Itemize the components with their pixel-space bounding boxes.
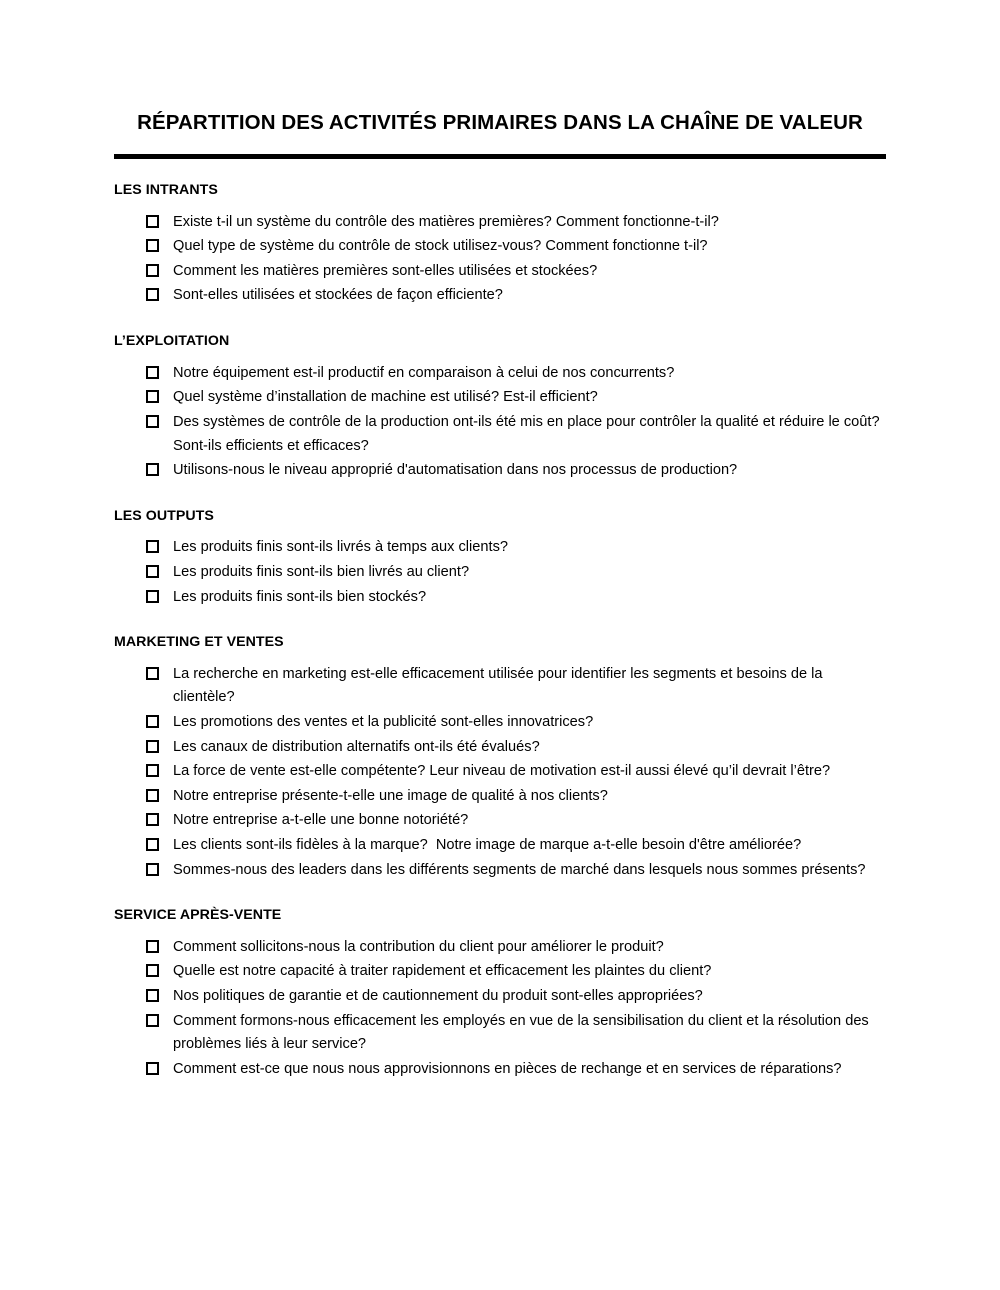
checkbox-icon[interactable]	[146, 740, 159, 753]
checklist-item[interactable]	[114, 859, 886, 883]
checklist-items	[114, 936, 886, 1082]
checklist-item[interactable]	[114, 386, 886, 410]
checklist-items	[114, 211, 886, 309]
checklist-item-label: Nos politiques de garantie et de cautionnement du produit sont-elles appropriées?	[173, 988, 703, 1005]
checklist-item-label: Quel type de système du contrôle de stock utilisez-vous? Comment fonctionne t-il?	[173, 238, 708, 255]
title-block	[114, 0, 886, 159]
checkbox-icon[interactable]	[146, 415, 159, 428]
checkbox-icon[interactable]	[146, 215, 159, 228]
section-heading: SERVICE APRÈS-VENTE	[114, 907, 282, 924]
checklist-item-label: Quel système d’installation de machine est utilisé? Est-il efficient?	[173, 389, 598, 406]
checklist-section	[114, 633, 886, 882]
checklist-items	[114, 663, 886, 883]
checklist-item-label: Utilisons-nous le niveau approprié d'automatisation dans nos processus de production?	[173, 462, 738, 479]
checklist-item-label: Des systèmes de contrôle de la production ont-ils été mis en place pour contrôler la qualité et réduire le coût? Sont-ils efficients et efficaces?	[173, 413, 884, 454]
title-divider	[114, 154, 886, 159]
checklist-item[interactable]	[114, 235, 886, 259]
checklist-item[interactable]	[114, 785, 886, 809]
checkbox-icon[interactable]	[146, 838, 159, 851]
checklist-item-label: Les clients sont-ils fidèles à la marque? Notre image de marque a-t-elle besoin d'être améliorée?	[173, 837, 802, 854]
checkbox-icon[interactable]	[146, 764, 159, 777]
checklist-item-label: Les produits finis sont-ils bien livrés au client?	[173, 563, 470, 580]
checklist-item-label: Comment les matières premières sont-elles utilisées et stockées?	[173, 262, 598, 279]
checklist-item[interactable]	[114, 834, 886, 858]
checklist-section	[114, 906, 886, 1081]
checkbox-icon[interactable]	[146, 813, 159, 826]
checklist-item[interactable]	[114, 711, 886, 735]
checklist-item-label: Notre entreprise présente-t-elle une image de qualité à nos clients?	[173, 787, 608, 804]
checkbox-icon[interactable]	[146, 590, 159, 603]
checkbox-icon[interactable]	[146, 715, 159, 728]
checklist-item-label: Les canaux de distribution alternatifs ont-ils été évalués?	[173, 738, 540, 755]
checkbox-icon[interactable]	[146, 239, 159, 252]
checkbox-icon[interactable]	[146, 964, 159, 977]
checklist-item-label: Notre entreprise a-t-elle une bonne notoriété?	[173, 812, 469, 829]
section-heading: LES INTRANTS	[114, 182, 218, 199]
checklist-item[interactable]	[114, 284, 886, 308]
section-heading: MARKETING ET VENTES	[114, 634, 284, 651]
checklist-item[interactable]	[114, 1058, 886, 1082]
checklist-item[interactable]	[114, 561, 886, 585]
checkbox-icon[interactable]	[146, 1014, 159, 1027]
checklist-item-label: Les produits finis sont-ils livrés à temps aux clients?	[173, 539, 508, 556]
checklist-item[interactable]	[114, 260, 886, 284]
page-title: RÉPARTITION DES ACTIVITÉS PRIMAIRES DANS LA CHAÎNE DE VALEUR	[137, 111, 863, 134]
checklist-item[interactable]	[114, 211, 886, 235]
checklist-items	[114, 362, 886, 483]
checklist-item[interactable]	[114, 736, 886, 760]
document-body	[114, 0, 886, 1083]
checkbox-icon[interactable]	[146, 565, 159, 578]
checkbox-icon[interactable]	[146, 1062, 159, 1075]
checklist-item-label: Comment formons-nous efficacement les employés en vue de la sensibilisation du client et la résolution des problèmes liés à leur service?	[173, 1012, 873, 1053]
checklist-item-label: Comment sollicitons-nous la contribution du client pour améliorer le produit?	[173, 938, 664, 955]
checklist-items	[114, 536, 886, 609]
checklist-item[interactable]	[114, 760, 886, 784]
checklist-item[interactable]	[114, 411, 886, 458]
section-heading: LES OUTPUTS	[114, 507, 214, 524]
checkbox-icon[interactable]	[146, 366, 159, 379]
checklist-item-label: Sommes-nous des leaders dans les différents segments de marché dans lesquels nous sommes présents?	[173, 861, 866, 878]
checklist-item[interactable]	[114, 459, 886, 483]
checklist-item[interactable]	[114, 960, 886, 984]
checklist-item-label: Notre équipement est-il productif en comparaison à celui de nos concurrents?	[173, 364, 675, 381]
checklist-item-label: Les produits finis sont-ils bien stockés?	[173, 588, 427, 605]
checklist-item-label: Comment est-ce que nous nous approvisionnons en pièces de rechange et en services de réparations?	[173, 1061, 842, 1078]
checkbox-icon[interactable]	[146, 863, 159, 876]
section-heading: L’EXPLOITATION	[114, 333, 230, 350]
checklist-section	[114, 507, 886, 609]
checklist-item-label: Les promotions des ventes et la publicité sont-elles innovatrices?	[173, 713, 594, 730]
checkbox-icon[interactable]	[146, 989, 159, 1002]
checklist-section	[114, 332, 886, 483]
checklist-item[interactable]	[114, 586, 886, 610]
checklist-item[interactable]	[114, 1010, 886, 1057]
checklist-section	[114, 181, 886, 308]
checklist-item-label: Sont-elles utilisées et stockées de façon efficiente?	[173, 287, 503, 304]
checkbox-icon[interactable]	[146, 288, 159, 301]
checklist-sections	[114, 181, 886, 1082]
checklist-item[interactable]	[114, 536, 886, 560]
checklist-item[interactable]	[114, 936, 886, 960]
checkbox-icon[interactable]	[146, 264, 159, 277]
checkbox-icon[interactable]	[146, 789, 159, 802]
checklist-item[interactable]	[114, 985, 886, 1009]
checklist-item[interactable]	[114, 663, 886, 710]
checkbox-icon[interactable]	[146, 940, 159, 953]
checklist-item-label: Existe t-il un système du contrôle des matières premières? Comment fonctionne-t-il?	[173, 213, 719, 230]
checkbox-icon[interactable]	[146, 540, 159, 553]
checklist-item-label: La recherche en marketing est-elle efficacement utilisée pour identifier les segments et besoins de la clientèle?	[173, 665, 827, 706]
checklist-item[interactable]	[114, 362, 886, 386]
checkbox-icon[interactable]	[146, 667, 159, 680]
checklist-item-label: Quelle est notre capacité à traiter rapidement et efficacement les plaintes du client?	[173, 963, 712, 980]
checklist-item[interactable]	[114, 809, 886, 833]
checklist-item-label: La force de vente est-elle compétente? Leur niveau de motivation est-il aussi élevé qu’il devrait l’être?	[173, 763, 831, 780]
checkbox-icon[interactable]	[146, 463, 159, 476]
checkbox-icon[interactable]	[146, 390, 159, 403]
